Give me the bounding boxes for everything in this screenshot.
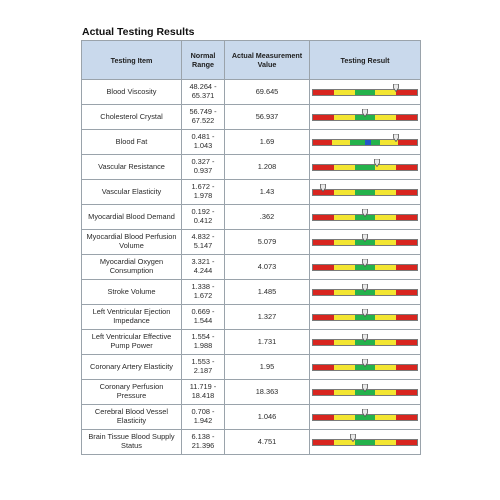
result-gauge <box>312 439 418 446</box>
header-normal-range: Normal Range <box>182 41 225 80</box>
gauge-segment-yellow <box>375 365 396 370</box>
measurement-value-cell: 56.937 <box>225 105 310 130</box>
testing-item-cell: Coronary Perfusion Pressure <box>82 380 182 405</box>
testing-item-cell: Myocardial Blood Perfusion Volume <box>82 230 182 255</box>
gauge-segment-yellow <box>334 390 355 395</box>
gauge-segment-yellow <box>375 290 396 295</box>
result-gauge <box>312 164 418 171</box>
range-low: 48.264 - <box>189 82 217 92</box>
normal-range-cell <box>182 105 225 130</box>
gauge-segment-red <box>313 315 334 320</box>
testing-item-cell: Left Ventricular Ejection Impedance <box>82 305 182 330</box>
testing-result-cell <box>310 230 421 255</box>
gauge-segment-red <box>313 90 334 95</box>
gauge-segment-red <box>313 215 334 220</box>
gauge-segment-red <box>396 290 417 295</box>
gauge-segment-yellow <box>334 290 355 295</box>
gauge-segment-red <box>313 140 332 145</box>
testing-item-cell: Blood Viscosity <box>82 80 182 105</box>
header-testing-result: Testing Result <box>310 41 421 80</box>
normal-range-cell <box>182 230 225 255</box>
gauge-segment-yellow <box>334 365 355 370</box>
result-marker-icon <box>362 209 369 217</box>
gauge-segment-yellow <box>375 115 396 120</box>
testing-item-cell: Brain Tissue Blood Supply Status <box>82 430 182 455</box>
range-low: 0.327 - <box>191 157 215 167</box>
header-testing-item: Testing Item <box>82 41 182 80</box>
gauge-segment-yellow <box>334 115 355 120</box>
testing-result-cell <box>310 305 421 330</box>
range-high: 5.147 <box>193 241 213 250</box>
normal-range-cell <box>182 405 225 430</box>
gauge-segment-red <box>313 340 334 345</box>
table-row <box>82 380 421 405</box>
result-marker-icon <box>362 109 369 117</box>
header-measurement: Actual Measurement Value <box>225 41 310 80</box>
gauge-segment-green <box>355 440 376 445</box>
gauge-segment-red <box>313 415 334 420</box>
gauge-segment-yellow <box>334 340 355 345</box>
range-low: 0.708 - <box>191 407 215 417</box>
range-high: 67.522 <box>191 116 215 125</box>
gauge-segment-red <box>313 115 334 120</box>
measurement-value-cell: 1.43 <box>225 180 310 205</box>
testing-item-cell: Vascular Elasticity <box>82 180 182 205</box>
gauge-segment-green <box>355 90 376 95</box>
range-low: 0.481 - <box>191 132 215 142</box>
testing-result-cell <box>310 380 421 405</box>
testing-result-cell <box>310 405 421 430</box>
range-high: 1.043 <box>193 141 213 150</box>
gauge-segment-yellow <box>334 165 355 170</box>
result-marker-icon <box>362 234 369 242</box>
gauge-segment-yellow <box>375 190 396 195</box>
gauge-segment-yellow <box>375 265 396 270</box>
range-low: 0.669 - <box>191 307 215 317</box>
testing-result-cell <box>310 355 421 380</box>
range-low: 11.719 - <box>189 382 217 392</box>
result-marker-icon <box>362 284 369 292</box>
result-gauge <box>312 89 418 96</box>
gauge-segment-yellow <box>375 315 396 320</box>
normal-range-cell <box>182 255 225 280</box>
gauge-segment-yellow <box>375 215 396 220</box>
gauge-segment-yellow <box>375 440 396 445</box>
testing-item-cell: Cholesterol Crystal <box>82 105 182 130</box>
testing-item-cell: Left Ventricular Effective Pump Power <box>82 330 182 355</box>
result-gauge <box>312 389 418 396</box>
measurement-value-cell: 4.073 <box>225 255 310 280</box>
testing-item-cell: Coronary Artery Elasticity <box>82 355 182 380</box>
range-high: 2.187 <box>193 366 213 375</box>
testing-result-cell <box>310 205 421 230</box>
results-body <box>82 80 421 455</box>
table-row <box>82 230 421 255</box>
gauge-segment-yellow <box>334 215 355 220</box>
gauge-segment-yellow <box>334 315 355 320</box>
normal-range-cell <box>182 305 225 330</box>
measurement-value-cell: .362 <box>225 205 310 230</box>
range-high: 1.672 <box>193 291 213 300</box>
range-high: 4.244 <box>193 266 213 275</box>
gauge-segment-yellow <box>375 240 396 245</box>
normal-range-cell <box>182 430 225 455</box>
gauge-segment-yellow <box>334 190 355 195</box>
result-gauge <box>312 414 418 421</box>
testing-item-cell: Cerebral Blood Vessel Elasticity <box>82 405 182 430</box>
measurement-value-cell: 1.046 <box>225 405 310 430</box>
measurement-value-cell: 1.95 <box>225 355 310 380</box>
gauge-segment-yellow <box>375 390 396 395</box>
range-low: 4.832 - <box>191 232 215 242</box>
result-gauge <box>312 364 418 371</box>
gauge-segment-yellow <box>332 140 351 145</box>
testing-result-cell <box>310 330 421 355</box>
table-row <box>82 255 421 280</box>
result-gauge <box>312 139 418 146</box>
result-marker-icon <box>362 259 369 267</box>
result-gauge <box>312 264 418 271</box>
testing-item-cell: Myocardial Blood Demand <box>82 205 182 230</box>
result-marker-icon <box>393 84 400 92</box>
normal-range-cell <box>182 330 225 355</box>
table-row <box>82 280 421 305</box>
measurement-value-cell: 1.485 <box>225 280 310 305</box>
measurement-value-cell: 1.69 <box>225 130 310 155</box>
range-high: 0.412 <box>193 216 213 225</box>
gauge-segment-yellow <box>375 340 396 345</box>
results-table <box>81 40 421 455</box>
table-row <box>82 405 421 430</box>
gauge-segment-red <box>396 340 417 345</box>
table-row <box>82 130 421 155</box>
testing-result-cell <box>310 130 421 155</box>
result-marker-icon <box>393 134 400 142</box>
result-gauge <box>312 189 418 196</box>
table-row <box>82 330 421 355</box>
table-header-row <box>82 41 421 80</box>
testing-result-cell <box>310 430 421 455</box>
gauge-segment-red <box>313 440 334 445</box>
range-low: 1.338 - <box>191 282 215 292</box>
measurement-value-cell: 1.327 <box>225 305 310 330</box>
range-high: 18.418 <box>191 391 215 400</box>
measurement-value-cell: 4.751 <box>225 430 310 455</box>
normal-range-cell <box>182 355 225 380</box>
gauge-segment-red <box>396 440 417 445</box>
range-high: 1.978 <box>193 191 213 200</box>
table-row <box>82 430 421 455</box>
result-gauge <box>312 239 418 246</box>
result-marker-icon <box>320 184 327 192</box>
table-row <box>82 180 421 205</box>
gauge-segment-yellow <box>375 415 396 420</box>
gauge-segment-yellow <box>334 90 355 95</box>
testing-result-cell <box>310 80 421 105</box>
table-row <box>82 355 421 380</box>
testing-result-cell <box>310 105 421 130</box>
result-gauge <box>312 289 418 296</box>
result-marker-icon <box>374 159 381 167</box>
page-title: Actual Testing Results <box>82 26 195 38</box>
range-high: 1.988 <box>193 341 213 350</box>
gauge-segment-yellow <box>334 240 355 245</box>
gauge-segment-green <box>371 140 379 145</box>
result-gauge <box>312 314 418 321</box>
range-low: 3.321 - <box>191 257 215 267</box>
testing-item-cell: Stroke Volume <box>82 280 182 305</box>
testing-item-cell: Vascular Resistance <box>82 155 182 180</box>
result-marker-icon <box>362 409 369 417</box>
gauge-segment-red <box>396 215 417 220</box>
range-high: 0.937 <box>193 166 213 175</box>
measurement-value-cell: 69.645 <box>225 80 310 105</box>
gauge-segment-green <box>350 140 365 145</box>
gauge-segment-yellow <box>334 265 355 270</box>
gauge-segment-yellow <box>334 415 355 420</box>
measurement-value-cell: 1.208 <box>225 155 310 180</box>
result-marker-icon <box>362 334 369 342</box>
result-marker-icon <box>349 434 356 442</box>
result-marker-icon <box>362 384 369 392</box>
normal-range-cell <box>182 380 225 405</box>
gauge-segment-red <box>313 265 334 270</box>
gauge-segment-red <box>396 165 417 170</box>
normal-range-cell <box>182 155 225 180</box>
gauge-segment-red <box>396 190 417 195</box>
gauge-segment-red <box>396 115 417 120</box>
testing-result-cell <box>310 280 421 305</box>
gauge-segment-red <box>313 240 334 245</box>
normal-range-cell <box>182 280 225 305</box>
measurement-value-cell: 5.079 <box>225 230 310 255</box>
table-row <box>82 155 421 180</box>
range-low: 56.749 - <box>189 107 217 117</box>
range-high: 1.942 <box>193 416 213 425</box>
testing-item-cell: Myocardial Oxygen Consumption <box>82 255 182 280</box>
range-high: 65.371 <box>191 91 215 100</box>
normal-range-cell <box>182 80 225 105</box>
result-gauge <box>312 214 418 221</box>
testing-item-cell: Blood Fat <box>82 130 182 155</box>
gauge-segment-red <box>313 290 334 295</box>
gauge-segment-red <box>396 265 417 270</box>
testing-result-cell <box>310 155 421 180</box>
table-row <box>82 105 421 130</box>
normal-range-cell <box>182 180 225 205</box>
gauge-segment-red <box>396 390 417 395</box>
result-gauge <box>312 339 418 346</box>
gauge-segment-red <box>396 415 417 420</box>
range-low: 0.192 - <box>191 207 215 217</box>
range-low: 1.672 - <box>191 182 215 192</box>
gauge-segment-red <box>396 365 417 370</box>
table-row <box>82 205 421 230</box>
gauge-segment-green <box>355 190 376 195</box>
table-row <box>82 305 421 330</box>
gauge-segment-red <box>313 390 334 395</box>
range-high: 1.544 <box>193 316 213 325</box>
normal-range-cell <box>182 205 225 230</box>
result-marker-icon <box>362 309 369 317</box>
measurement-value-cell: 18.363 <box>225 380 310 405</box>
range-high: 21.396 <box>191 441 215 450</box>
normal-range-cell <box>182 130 225 155</box>
testing-result-cell <box>310 180 421 205</box>
gauge-segment-red <box>313 165 334 170</box>
gauge-segment-green <box>355 165 376 170</box>
gauge-segment-red <box>396 240 417 245</box>
range-low: 6.138 - <box>191 432 215 442</box>
table-row <box>82 80 421 105</box>
gauge-segment-red <box>313 365 334 370</box>
testing-result-cell <box>310 255 421 280</box>
gauge-segment-red <box>396 315 417 320</box>
result-marker-icon <box>362 359 369 367</box>
result-gauge <box>312 114 418 121</box>
range-low: 1.553 - <box>191 357 215 367</box>
gauge-segment-red <box>398 140 417 145</box>
range-low: 1.554 - <box>191 332 215 342</box>
measurement-value-cell: 1.731 <box>225 330 310 355</box>
